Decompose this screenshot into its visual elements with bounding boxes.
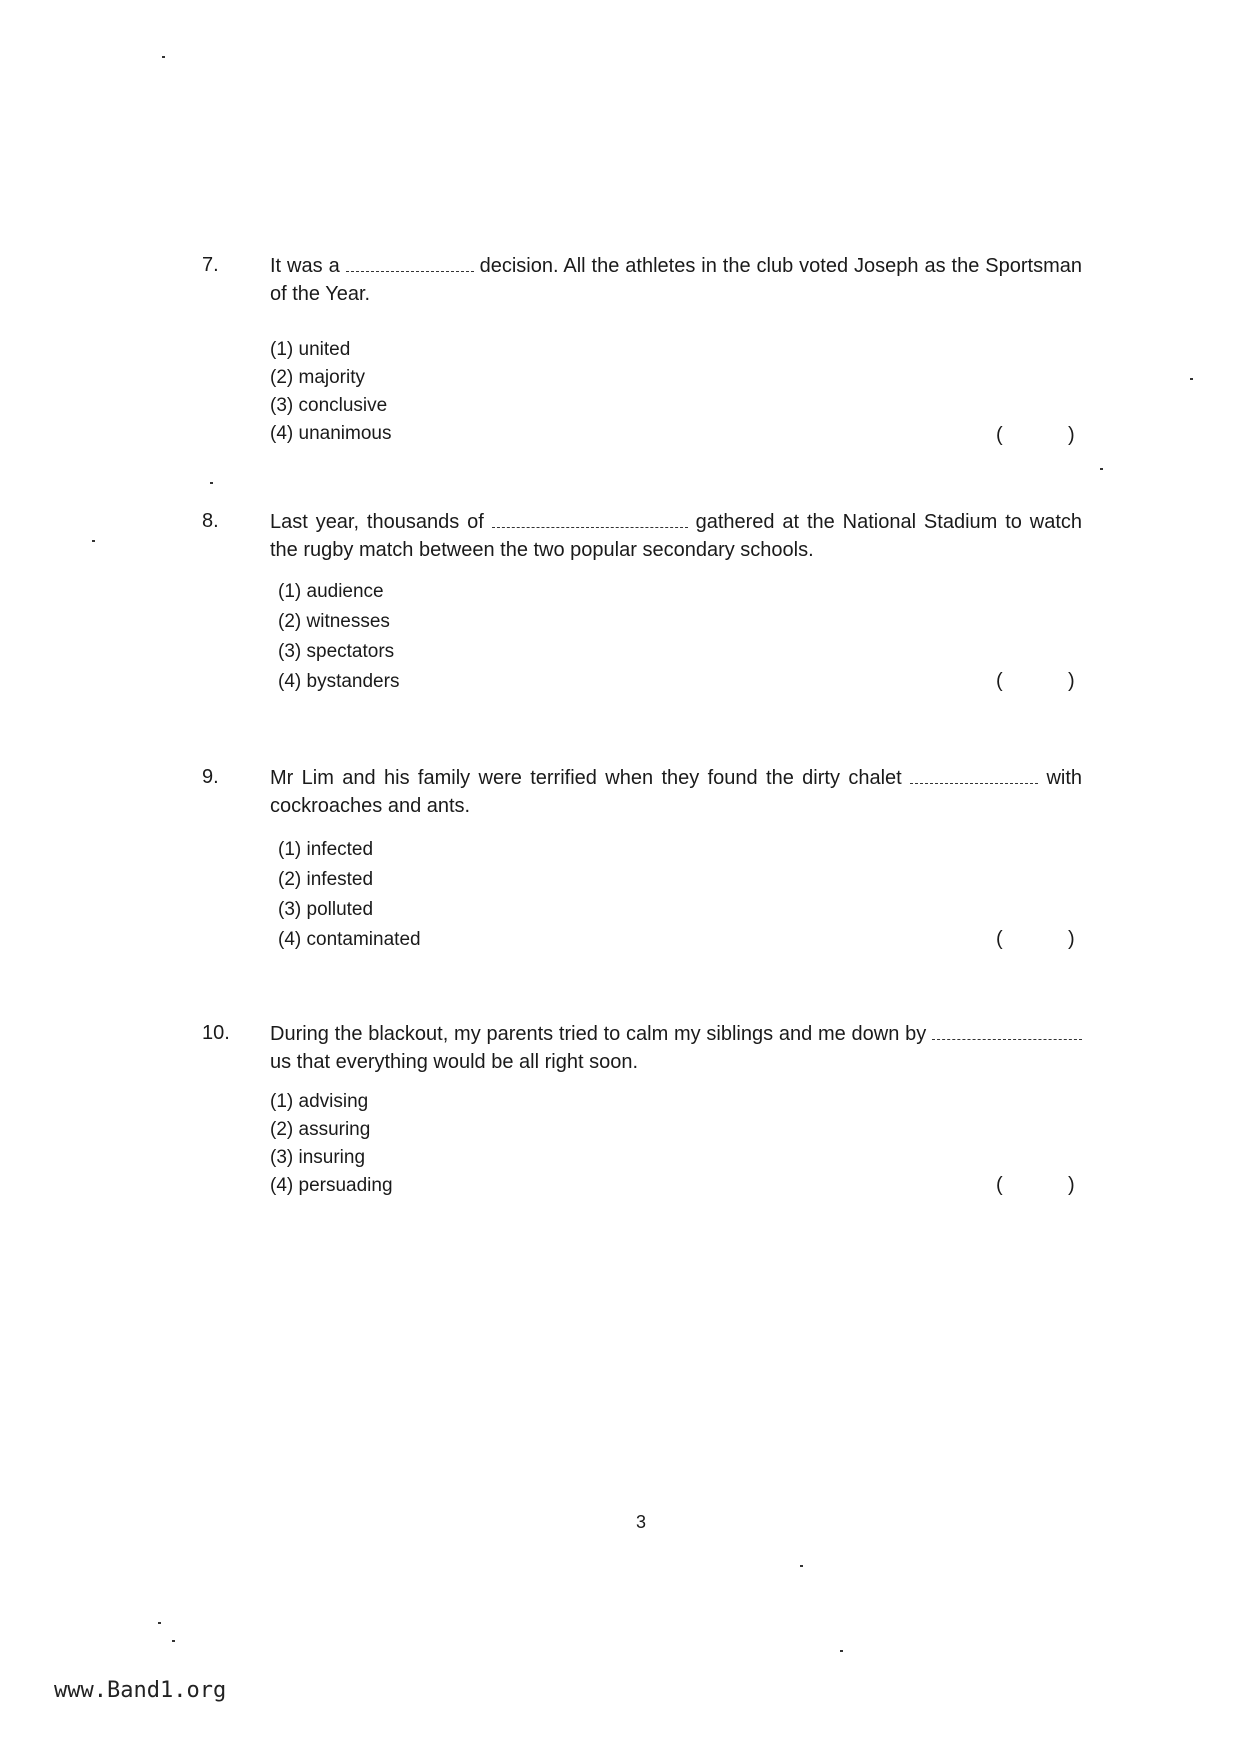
question-stem: Mr Lim and his family were terrified when they found the dirty chalet with cockroaches and ants. bbox=[270, 767, 1083, 817]
option-2: (2) majority bbox=[270, 367, 366, 388]
option-4: (4) unanimous bbox=[270, 423, 392, 444]
answer-bracket-close: ) bbox=[1068, 1174, 1075, 1196]
answer-blank bbox=[910, 782, 1038, 784]
option-4: (4) persuading bbox=[270, 1175, 393, 1196]
answer-bracket-close: ) bbox=[1068, 670, 1075, 692]
option-1: (1) audience bbox=[278, 581, 384, 602]
question-stem: Last year, thousands of gathered at the National Stadium to watch the rugby match between the two popular secondary schools. bbox=[270, 511, 1082, 561]
page-number: 3 bbox=[636, 1512, 647, 1532]
answer-bracket-open: ( bbox=[996, 928, 1003, 950]
answer-bracket-open: ( bbox=[996, 1174, 1003, 1196]
option-4: (4) contaminated bbox=[278, 929, 421, 950]
scan-speck bbox=[1190, 378, 1193, 380]
answer-blank bbox=[492, 526, 688, 528]
option-1: (1) infected bbox=[278, 839, 374, 860]
scan-speck bbox=[158, 1622, 161, 1624]
answer-bracket-open: ( bbox=[996, 424, 1003, 446]
option-3: (3) insuring bbox=[270, 1147, 366, 1168]
answer-blank bbox=[932, 1038, 1082, 1040]
scan-speck bbox=[1100, 468, 1103, 470]
question-number: 8. bbox=[202, 510, 219, 532]
question-stem: It was a decision. All the athletes in the club voted Joseph as the Sportsman of the Year. bbox=[270, 255, 1083, 305]
scan-speck bbox=[92, 540, 95, 542]
option-3: (3) spectators bbox=[278, 641, 395, 662]
option-2: (2) infested bbox=[278, 869, 374, 890]
question-number: 7. bbox=[202, 254, 219, 276]
answer-blank bbox=[346, 270, 474, 272]
option-1: (1) advising bbox=[270, 1091, 369, 1112]
question-stem: During the blackout, my parents tried to calm my siblings and me down by us that everything would be all right soon. bbox=[270, 1020, 1082, 1076]
answer-bracket-open: ( bbox=[996, 670, 1003, 692]
question-number: 9. bbox=[202, 766, 219, 788]
question-number: 10. bbox=[202, 1022, 230, 1044]
scan-speck bbox=[162, 56, 165, 58]
option-4: (4) bystanders bbox=[278, 671, 400, 692]
scan-speck bbox=[800, 1565, 803, 1567]
scan-speck bbox=[172, 1640, 175, 1642]
answer-bracket-close: ) bbox=[1068, 424, 1075, 446]
option-3: (3) conclusive bbox=[270, 395, 388, 416]
answer-bracket-close: ) bbox=[1068, 928, 1075, 950]
option-3: (3) polluted bbox=[278, 899, 374, 920]
option-1: (1) united bbox=[270, 339, 351, 360]
scan-speck bbox=[840, 1650, 843, 1652]
scan-speck bbox=[210, 482, 213, 484]
option-2: (2) witnesses bbox=[278, 611, 390, 632]
footer-url: www.Band1.org bbox=[54, 1678, 227, 1703]
option-2: (2) assuring bbox=[270, 1119, 371, 1140]
